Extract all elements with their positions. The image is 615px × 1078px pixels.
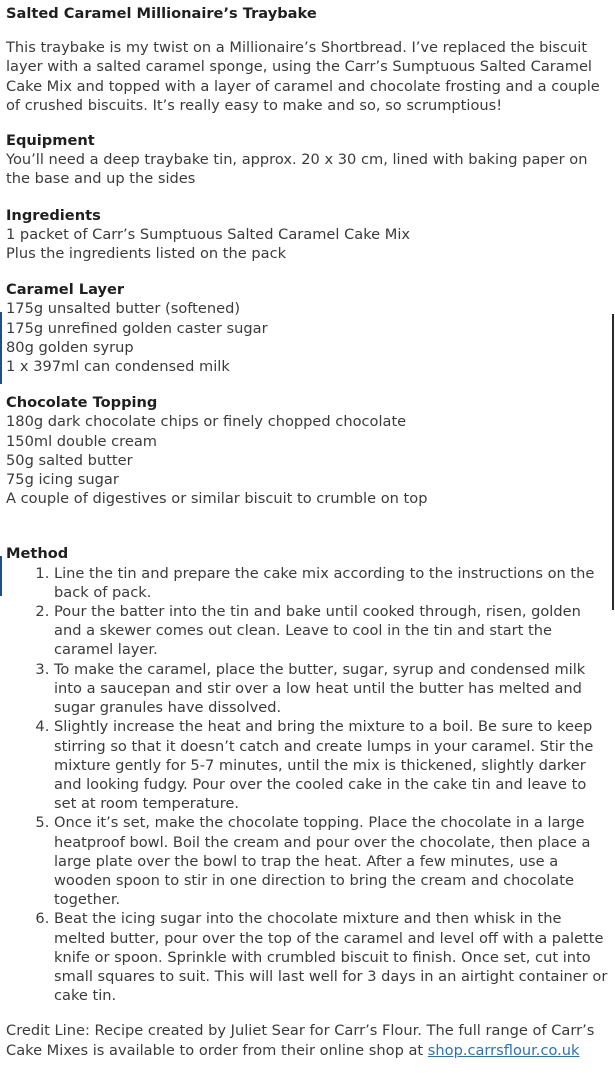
caramel-ingredient: 80g golden syrup: [6, 338, 134, 356]
scan-edge-left: [0, 312, 2, 384]
scan-edge-right: [612, 314, 614, 610]
method-step: 6. Beat the icing sugar into the chocolate mixture and then whisk in the melted butter, pour over the top of the caramel and level off with a palette knife or spoon. Sprinkle with crumbled biscuit to finish. Once set, cut into small squares to suit. This will last well for 3 days in an airtight container or cake tin.: [54, 909, 611, 1005]
method-step: 4. Slightly increase the heat and bring the mixture to a boil. Be sure to keep stirring so that it doesn’t catch and create lumps in your caramel. Stir the mixture gently for 5-7 minutes, until the mix is thickened, slightly darker and looking fudgy. Pour over the cooled cake in the cake tin and leave to set at room temperature.: [54, 717, 611, 813]
chocolate-ingredient: 75g icing sugar: [6, 471, 119, 489]
scan-edge-left-lower: [0, 556, 2, 596]
credit-line: [6, 1021, 611, 1059]
recipe-document: [6, 4, 611, 1060]
method-heading: Method: [6, 545, 69, 563]
chocolate-ingredient: 50g salted butter: [6, 451, 133, 469]
equipment-heading: Equipment: [6, 132, 95, 150]
caramel-heading: Caramel Layer: [6, 281, 125, 299]
caramel-section: [6, 280, 611, 376]
ingredients-heading: Ingredients: [6, 206, 101, 224]
method-step: 5. Once it’s set, make the chocolate topping. Place the chocolate in a large heatproof bowl. Boil the cream and pour over the chocolate, then place a large plate over the bowl to trap the heat. After a few minutes, use a wooden spoon to stir in one direction to bring the cream and chocolate together.: [54, 813, 611, 909]
ingredients-section: [6, 206, 611, 264]
method-step: 2. Pour the batter into the tin and bake until cooked through, risen, golden and a skewer comes out clean. Leave to cool in the tin and start the caramel layer.: [54, 602, 611, 660]
caramel-ingredient: 175g unrefined golden caster sugar: [6, 319, 268, 337]
equipment-text: You’ll need a deep traybake tin, approx. 20 x 30 cm, lined with baking paper on the base and up the sides: [6, 151, 588, 188]
method-step: 3. To make the caramel, place the butter, sugar, syrup and condensed milk into a saucepan and stir over a low heat until the butter has melted and sugar granules have dissolved.: [54, 660, 611, 718]
method-section: [6, 544, 611, 1005]
intro-paragraph: This traybake is my twist on a Millionaire’s Shortbread. I’ve replaced the biscuit layer with a salted caramel sponge, using the Carr’s Sumptuous Salted Caramel Cake Mix and topped with a layer of caramel and chocolate frosting and a couple of crushed biscuits. It’s really easy to make and so, so scrumptious!: [6, 39, 600, 114]
chocolate-ingredient: 180g dark chocolate chips or finely chopped chocolate: [6, 413, 407, 431]
chocolate-ingredient: 150ml double cream: [6, 432, 157, 450]
ingredient-line: Plus the ingredients listed on the pack: [6, 245, 287, 263]
shop-link[interactable]: shop.carrsflour.co.uk: [427, 1041, 580, 1059]
chocolate-heading: Chocolate Topping: [6, 394, 158, 412]
recipe-title: Salted Caramel Millionaire’s Traybake: [6, 5, 317, 22]
caramel-ingredient: 175g unsalted butter (softened): [6, 300, 241, 318]
equipment-section: [6, 131, 611, 189]
chocolate-ingredient: A couple of digestives or similar biscuit to crumble on top: [6, 490, 428, 508]
method-steps: [6, 564, 611, 1006]
ingredient-line: 1 packet of Carr’s Sumptuous Salted Caramel Cake Mix: [6, 225, 411, 243]
chocolate-section: [6, 393, 611, 508]
caramel-ingredient: 1 x 397ml can condensed milk: [6, 358, 230, 376]
method-step: 1. Line the tin and prepare the cake mix according to the instructions on the back of pack.: [54, 564, 611, 602]
credit-text: Credit Line: Recipe created by Juliet Sear for Carr’s Flour. The full range of Carr’s Cake Mixes is available to order from their online shop at: [6, 1022, 595, 1059]
